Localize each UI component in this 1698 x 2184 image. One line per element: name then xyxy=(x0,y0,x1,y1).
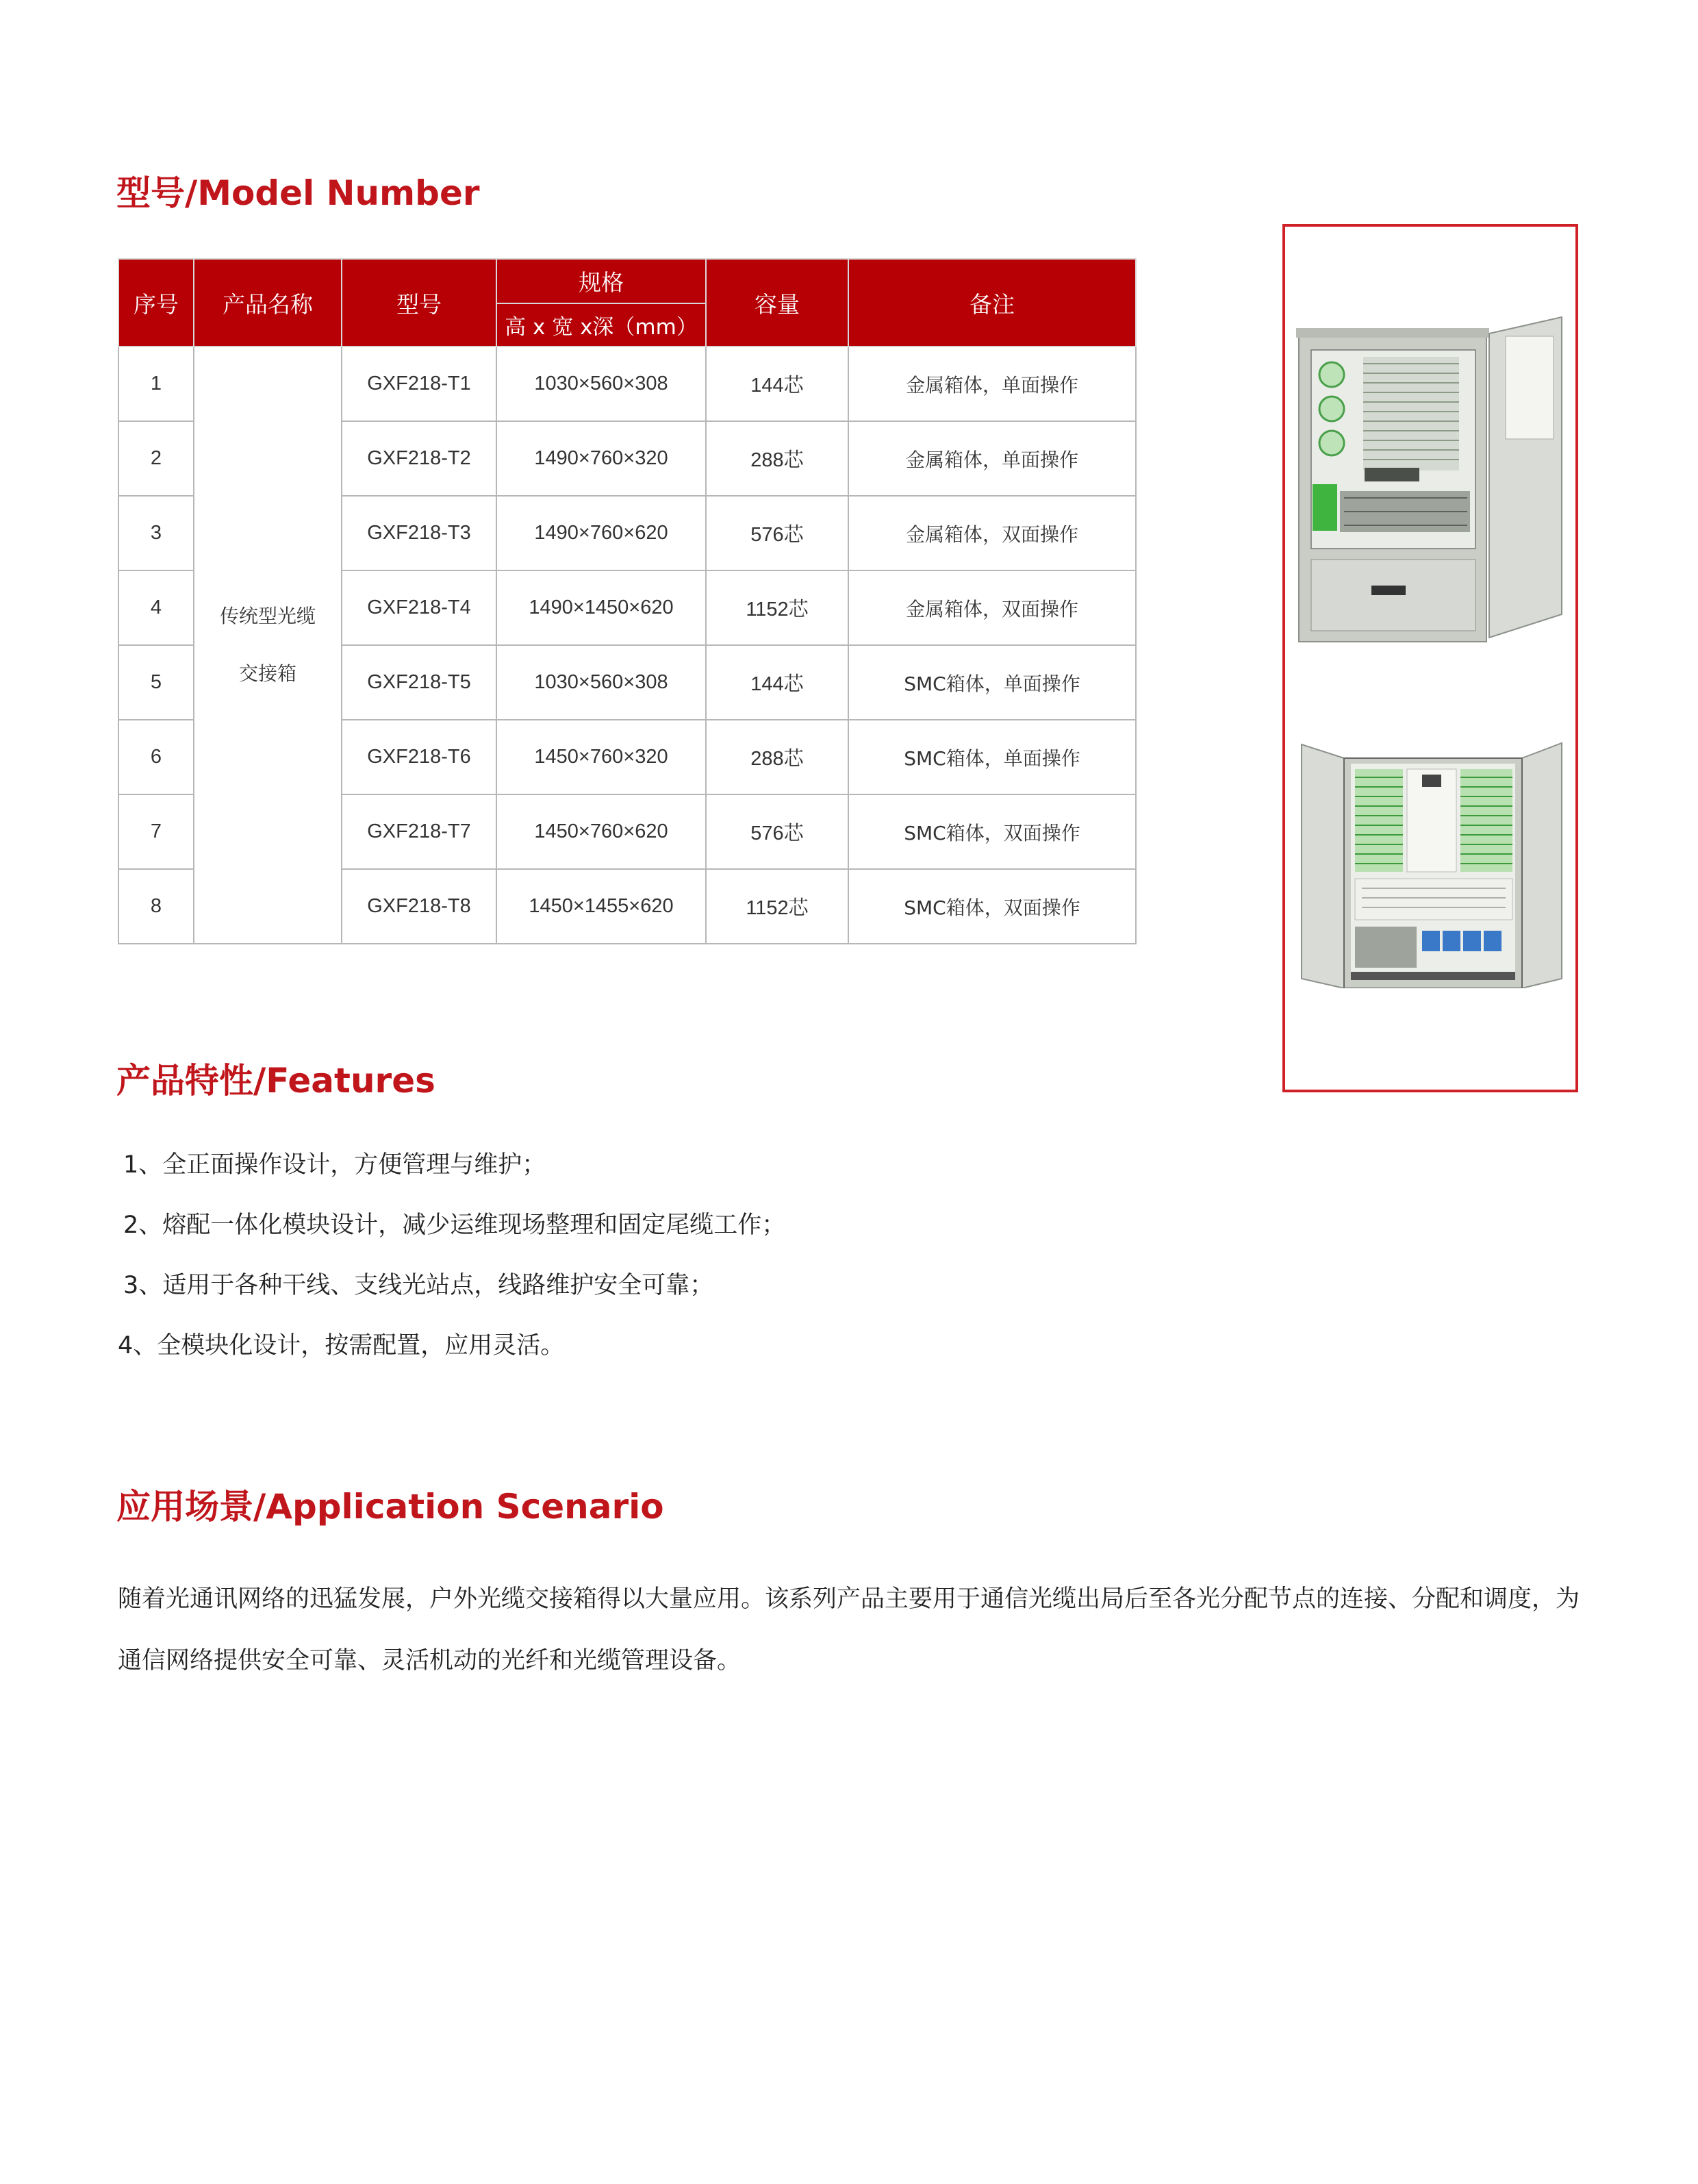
cell-model: GXF218-T3 xyxy=(342,496,496,570)
cell-remarks: 金属箱体，单面操作 xyxy=(848,421,1136,496)
cell-capacity: 144芯 xyxy=(706,347,848,421)
cell-spec: 1450×760×620 xyxy=(496,794,706,869)
model-table xyxy=(118,258,1137,944)
product-photo-frame xyxy=(1282,224,1578,1092)
cell-remarks: 金属箱体，单面操作 xyxy=(848,347,1136,421)
cell-remarks: 金属箱体，双面操作 xyxy=(848,496,1136,570)
cell-capacity: 576芯 xyxy=(706,794,848,869)
cell-model: GXF218-T7 xyxy=(342,794,496,869)
cell-spec: 1490×760×320 xyxy=(496,421,706,496)
cell-index: 8 xyxy=(118,869,194,944)
application-paragraph: 随着光通讯网络的迅猛发展，户外光缆交接箱得以大量应用。该系列产品主要用于通信光缆出局后至各光分配节点的连接、分配和调度，为通信网络提供安全可靠、灵活机动的光纤和光缆管理设备。 xyxy=(118,1585,1580,1674)
cell-spec: 1450×1455×620 xyxy=(496,869,706,944)
feature-item: 1、全正面操作设计，方便管理与维护； xyxy=(123,1151,546,1179)
cell-spec: 1450×760×320 xyxy=(496,720,706,794)
feature-item: 4、全模块化设计，按需配置，应用灵活。 xyxy=(118,1332,565,1359)
cell-model: GXF218-T6 xyxy=(342,720,496,794)
header-product-name: 产品名称 xyxy=(194,259,342,347)
cell-index: 1 xyxy=(118,347,194,421)
header-spec: 规格 xyxy=(496,259,706,303)
cell-capacity: 1152芯 xyxy=(706,570,848,645)
cell-spec: 1490×760×620 xyxy=(496,496,706,570)
header-capacity: 容量 xyxy=(706,259,848,347)
cell-model: GXF218-T8 xyxy=(342,869,496,944)
cell-remarks: 金属箱体，双面操作 xyxy=(848,570,1136,645)
cell-spec: 1030×560×308 xyxy=(496,347,706,421)
product-name-line2: 交接箱 xyxy=(238,662,296,685)
header-spec-sub: 高 x 宽 x深（mm） xyxy=(496,303,706,347)
cell-capacity: 144芯 xyxy=(706,645,848,720)
cell-index: 5 xyxy=(118,645,194,720)
cell-remarks: SMC箱体，双面操作 xyxy=(848,794,1136,869)
cell-index: 7 xyxy=(118,794,194,869)
cell-capacity: 1152芯 xyxy=(706,869,848,944)
cell-index: 4 xyxy=(118,570,194,645)
cell-capacity: 288芯 xyxy=(706,720,848,794)
cell-spec: 1030×560×308 xyxy=(496,645,706,720)
cell-model: GXF218-T4 xyxy=(342,570,496,645)
model-number-title: 型号/Model Number xyxy=(116,173,480,213)
header-index: 序号 xyxy=(118,259,194,347)
cell-spec: 1490×1450×620 xyxy=(496,570,706,645)
cell-remarks: SMC箱体，单面操作 xyxy=(848,720,1136,794)
header-remarks: 备注 xyxy=(848,259,1136,347)
cabinet-photo-single-door xyxy=(1296,313,1567,649)
cell-capacity: 288芯 xyxy=(706,421,848,496)
cell-model: GXF218-T2 xyxy=(342,421,496,496)
table-row xyxy=(118,347,1136,421)
features-title: 产品特性/Features xyxy=(116,1061,435,1101)
cell-capacity: 576芯 xyxy=(706,496,848,570)
feature-item: 2、熔配一体化模块设计，减少运维现场整理和固定尾缆工作； xyxy=(123,1212,786,1239)
cell-remarks: SMC箱体，单面操作 xyxy=(848,645,1136,720)
cell-model: GXF218-T5 xyxy=(342,645,496,720)
cell-index: 2 xyxy=(118,421,194,496)
product-name-line1: 传统型光缆 xyxy=(219,605,316,627)
cell-product-name xyxy=(194,347,342,944)
cell-remarks: SMC箱体，双面操作 xyxy=(848,869,1136,944)
cell-index: 6 xyxy=(118,720,194,794)
cell-model: GXF218-T1 xyxy=(342,347,496,421)
cell-index: 3 xyxy=(118,496,194,570)
header-model: 型号 xyxy=(342,259,496,347)
feature-item: 3、适用于各种干线、支线光站点，线路维护安全可靠； xyxy=(123,1272,714,1299)
application-title: 应用场景/Application Scenario xyxy=(116,1487,664,1527)
cabinet-photo-double-door xyxy=(1296,742,1567,988)
